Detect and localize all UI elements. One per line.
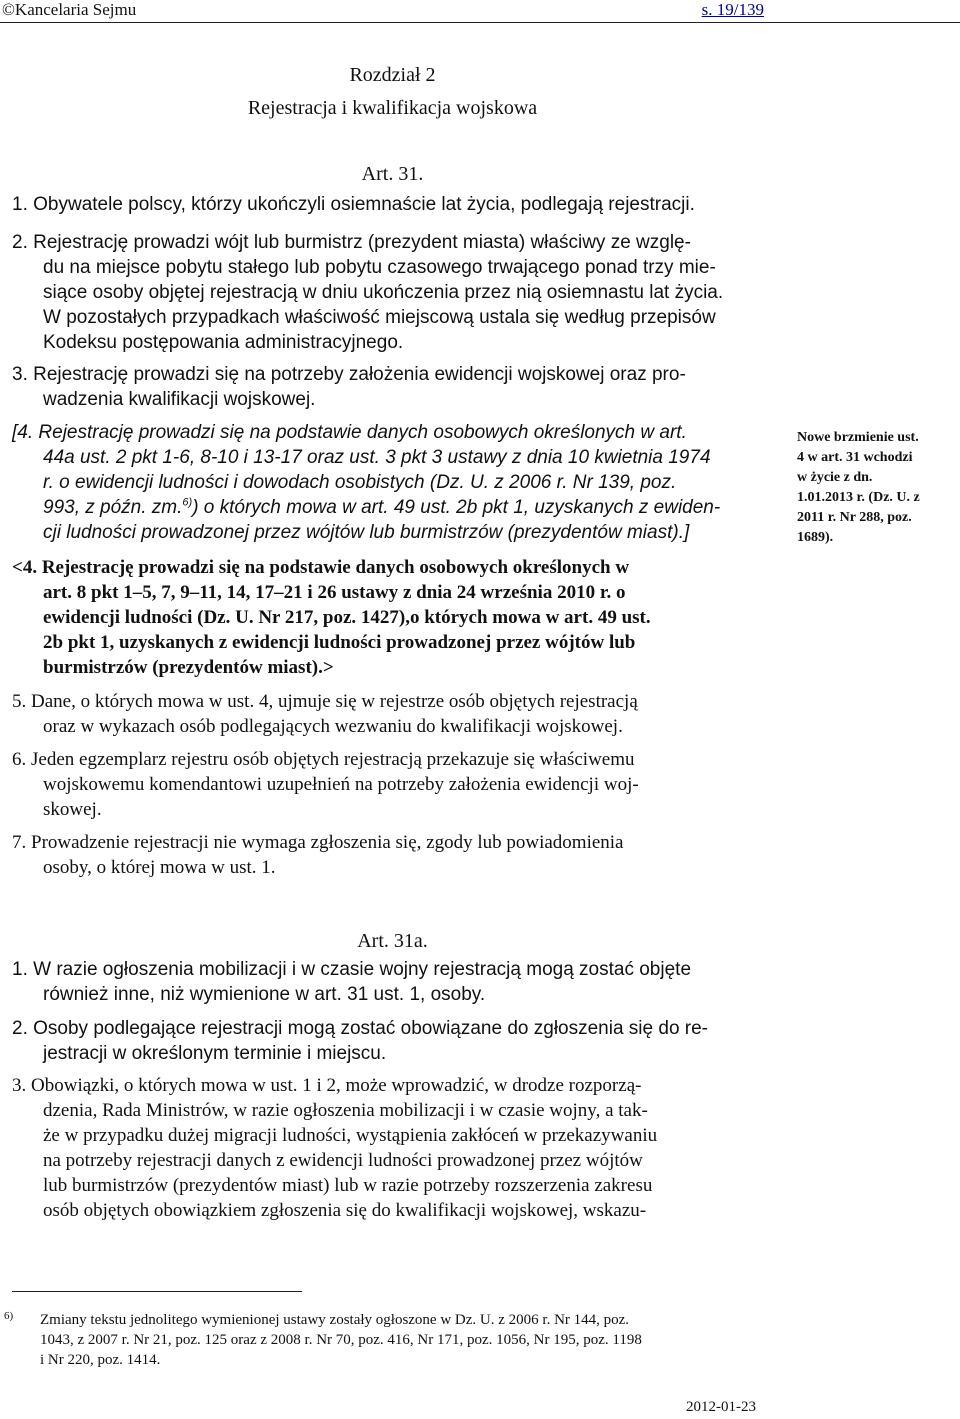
header-divider — [0, 22, 960, 23]
chapter-title: Rejestracja i kwalifikacja wojskowa — [247, 97, 538, 119]
art31-paragraph-4-new: <4. Rejestrację prowadzi się na podstawie danych osobowych określonych w art. 8 pkt 1–5, 7, 9–11, 14, 17–21 i 26 ustawy z dnia 24 września 2010 r. o ewidencji ludności (Dz. U. Nr 217, poz. 1427),o których mowa w art. 49 ust. 2b pkt 1, uzyskanych z ewidencji ludności prowadzonej przez wójtów lub burmistrzów (prezydentów miast).> — [12, 557, 651, 678]
art31-paragraph-4-old: [4. Rejestrację prowadzi się na podstawie danych osobowych określonych w art. 44a ust. 2 pkt 1-6, 8-10 i 13-17 oraz ust. 3 pkt 3 ustawy z dnia 10 kwietnia 1974 r. o ewidencji ludności i dowodach osobistych (Dz. U. z 2006 r. Nr 139, poz. 993, z późn. zm.$^{6)}$) o których mowa w art. 49 ust. 2b pkt 1, uzyskanych z ewiden- cji ludności prowadzonej przez wójtów lub burmistrzów (prezydentów miast).] — [12, 422, 721, 543]
footnote-mark: 6) — [4, 1310, 14, 1322]
art31-paragraph-1: 1. Obywatele polscy, którzy ukończyli osiemnaście lat życia, podlegają rejestracji. — [12, 194, 695, 215]
article-31-heading: Art. 31. — [361, 163, 424, 185]
footer-date: 2012-01-23 — [686, 1399, 756, 1415]
art31a-paragraph-3: 3. Obowiązki, o których mowa w ust. 1 i 2, może wprowadzić, w drodze rozporzą- dzenia, Rada Ministrów, w razie ogłoszenia mobilizacji i w czasie wojny, a tak- że w przypadku dużej migracji ludności, wystąpienia zakłóceń w przekazywaniu na potrzeby rejestracji danych z ewidencji ludności prowadzonej przez wójtów lub burmistrzów (prezydentów miast) lub w razie potrzeby rozszerzenia zakresu osób objętych obowiązkiem zgłoszenia się do kwalifikacji wojskowej, wskazu- — [12, 1075, 658, 1221]
margin-note: Nowe brzmienie ust. 4 w art. 31 wchodzi w życie z dn. 1.01.2013 r. (Dz. U. z 2011 r. Nr 288, poz. 1689). — [797, 430, 920, 545]
art31a-paragraph-1: 1. W razie ogłoszenia mobilizacji i w czasie wojny rejestracją mogą zostać objęte również inne, niż wymienione w art. 31 ust. 1, osoby. — [12, 959, 692, 1005]
art31a-paragraph-2: 2. Osoby podlegające rejestracji mogą zostać obowiązane do zgłoszenia się do re- jestracji w określonym terminie i miejscu. — [12, 1018, 709, 1064]
chapter-number: Rozdział 2 — [349, 64, 436, 86]
footnote-reference[interactable]: 6) — [182, 496, 193, 509]
art31-paragraph-3: 3. Rejestrację prowadzi się na potrzeby założenia ewidencji wojskowej oraz pro- wadzenia kwalifikacji wojskowej. — [12, 364, 686, 410]
art31-paragraph-5: 5. Dane, o których mowa w ust. 4, ujmuje się w rejestrze osób objętych rejestracją oraz w wykazach osób podlegających wezwaniu do kwalifikacji wojskowej. — [12, 691, 638, 737]
art31-paragraph-6: 6. Jeden egzemplarz rejestru osób objętych rejestracją przekazuje się właściwemu wojskowemu komendantowi uzupełnień na potrzeby założenia ewidencji woj- skowej. — [12, 749, 639, 820]
footnote: 6) Zmiany tekstu jednolitego wymienionej ustawy zostały ogłoszone w Dz. U. z 2006 r. Nr 144, poz. 1043, z 2007 r. Nr 21, poz. 125 oraz z 2008 r. Nr 70, poz. 416, Nr 171, poz. 1056, Nr 195, poz. 1198 i Nr 220, poz. 1414. — [12, 1310, 768, 1370]
publisher-label: ©Kancelaria Sejmu — [2, 0, 137, 19]
page-number-link[interactable]: s. 19/139 — [701, 0, 764, 19]
article-31a-heading: Art. 31a. — [357, 930, 428, 952]
art31-paragraph-2: 2. Rejestrację prowadzi wójt lub burmistrz (prezydent miasta) właściwy ze wzglę- du na miejsce pobytu stałego lub pobytu czasowego trwającego ponad trzy mie- siące osoby objętej rejestracją w dniu ukończenia przez nią osiemnastu lat życia. W pozostałych przypadkach właściwość miejscową ustala się według przepisów Kodeksu postępowania administracyjnego. — [12, 232, 724, 353]
art31-paragraph-7: 7. Prowadzenie rejestracji nie wymaga zgłoszenia się, zgody lub powiadomienia osoby, o której mowa w ust. 1. — [12, 832, 624, 878]
footnote-divider — [12, 1291, 302, 1292]
